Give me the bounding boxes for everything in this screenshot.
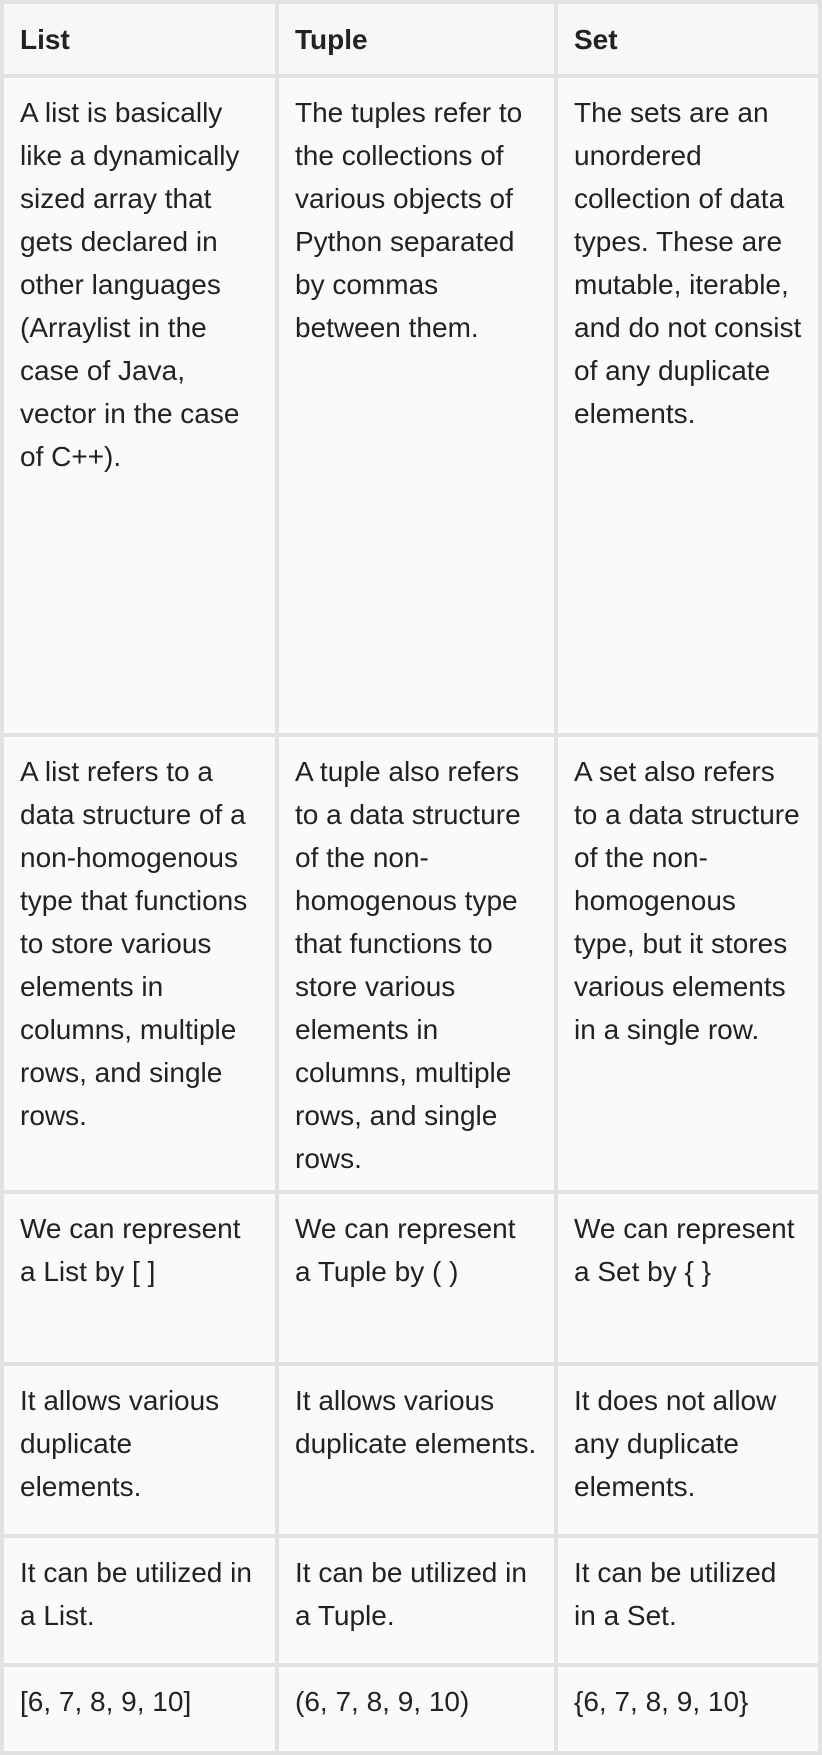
table-cell-set: The sets are an unordered collection of data types. These are mutable, iterable, and do not consist of any duplicate elements. [554,74,822,733]
table-cell-set: A set also refers to a data structure of the non-homogenous type, but it stores various elements in a single row. [554,733,822,1190]
table-row [0,74,822,733]
table-cell-list: A list is basically like a dynamically sized array that gets declared in other languages (Arraylist in the case of Java, vector in the case of C++). [0,74,275,733]
table-cell-list: It can be utilized in a List. [0,1534,275,1663]
header-row [0,0,822,74]
table-cell-tuple: The tuples refer to the collections of various objects of Python separated by commas between them. [275,74,554,733]
table-cell-list: [6, 7, 8, 9, 10] [0,1663,275,1755]
table-cell-list: We can represent a List by [ ] [0,1190,275,1362]
table-row [0,1534,822,1663]
header-cell-list: List [0,0,275,74]
header-cell-tuple: Tuple [275,0,554,74]
table-cell-set: It can be utilized in a Set. [554,1534,822,1663]
table-row [0,733,822,1190]
table-row [0,1663,822,1755]
table-cell-set: {6, 7, 8, 9, 10} [554,1663,822,1755]
table-cell-tuple: It allows various duplicate elements. [275,1362,554,1534]
table-cell-list: A list refers to a data structure of a non-homogenous type that functions to store various elements in columns, multiple rows, and single rows. [0,733,275,1190]
table-cell-tuple: A tuple also refers to a data structure of the non-homogenous type that functions to store various elements in columns, multiple rows, and single rows. [275,733,554,1190]
table-cell-tuple: We can represent a Tuple by ( ) [275,1190,554,1362]
table-row [0,1362,822,1534]
table-cell-list: It allows various duplicate elements. [0,1362,275,1534]
table-cell-tuple: (6, 7, 8, 9, 10) [275,1663,554,1755]
table-row [0,1190,822,1362]
header-cell-set: Set [554,0,822,74]
table-cell-set: We can represent a Set by { } [554,1190,822,1362]
table-cell-tuple: It can be utilized in a Tuple. [275,1534,554,1663]
table-cell-set: It does not allow any duplicate elements. [554,1362,822,1534]
